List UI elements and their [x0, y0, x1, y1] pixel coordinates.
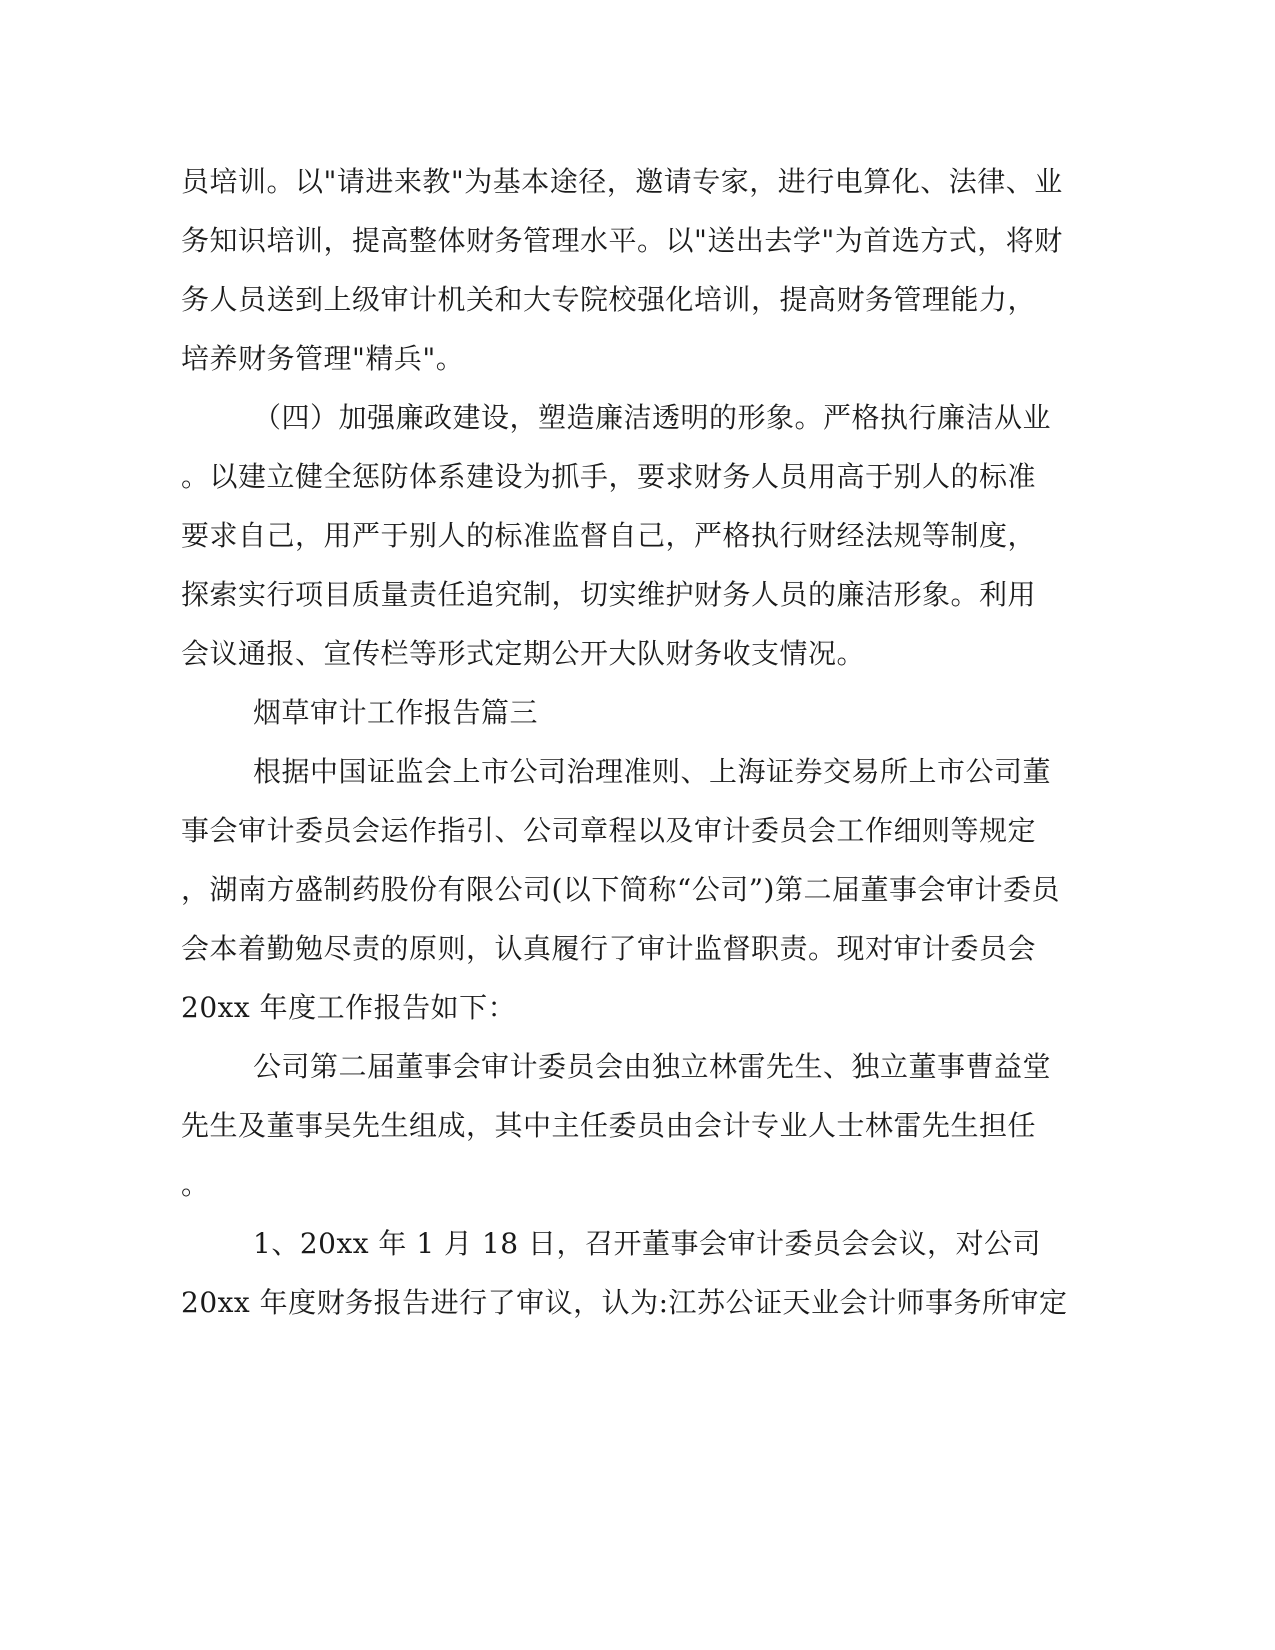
text-line: 员培训。以"请进来教"为基本途径，邀请专家，进行电算化、法律、业 [181, 165, 1063, 198]
text-line: 根据中国证监会上市公司治理准则、上海证券交易所上市公司董 [253, 755, 1052, 788]
text-line: 务人员送到上级审计机关和大专院校强化培训，提高财务管理能力， [181, 283, 1037, 316]
text-line: 公司第二届董事会审计委员会由独立林雷先生、独立董事曹益堂 [253, 1050, 1052, 1083]
section-heading: 烟草审计工作报告篇三 [253, 696, 539, 729]
text-line: 1、20xx 年 1 月 18 日，召开董事会审计委员会会议，对公司 [253, 1227, 1041, 1260]
text-line: 务知识培训，提高整体财务管理水平。以"送出去学"为首选方式，将财 [181, 224, 1063, 257]
text-line: ，湖南方盛制药股份有限公司(以下简称“公司”)第二届董事会审计委员 [181, 873, 1060, 906]
text-line: 20xx 年度工作报告如下： [181, 991, 517, 1024]
text-line: 。以建立健全惩防体系建设为抓手，要求财务人员用高于别人的标准 [181, 460, 1037, 493]
text-line: 事会审计委员会运作指引、公司章程以及审计委员会工作细则等规定 [181, 814, 1037, 847]
text-line: 先生及董事吴先生组成，其中主任委员由会计专业人士林雷先生担任 [181, 1109, 1037, 1142]
text-line: （四）加强廉政建设，塑造廉洁透明的形象。严格执行廉洁从业 [253, 401, 1052, 434]
text-line: 探索实行项目质量责任追究制，切实维护财务人员的廉洁形象。利用 [181, 578, 1037, 611]
text-line: 要求自己，用严于别人的标准监督自己，严格执行财经法规等制度， [181, 519, 1037, 552]
text-line: 培养财务管理"精兵"。 [181, 342, 465, 375]
text-line: 会议通报、宣传栏等形式定期公开大队财务收支情况。 [181, 637, 866, 670]
text-line: 会本着勤勉尽责的原则，认真履行了审计监督职责。现对审计委员会 [181, 932, 1037, 965]
text-line: 。 [181, 1168, 210, 1201]
text-line: 20xx 年度财务报告进行了审议，认为:江苏公证天业会计师事务所审定 [181, 1286, 1068, 1319]
